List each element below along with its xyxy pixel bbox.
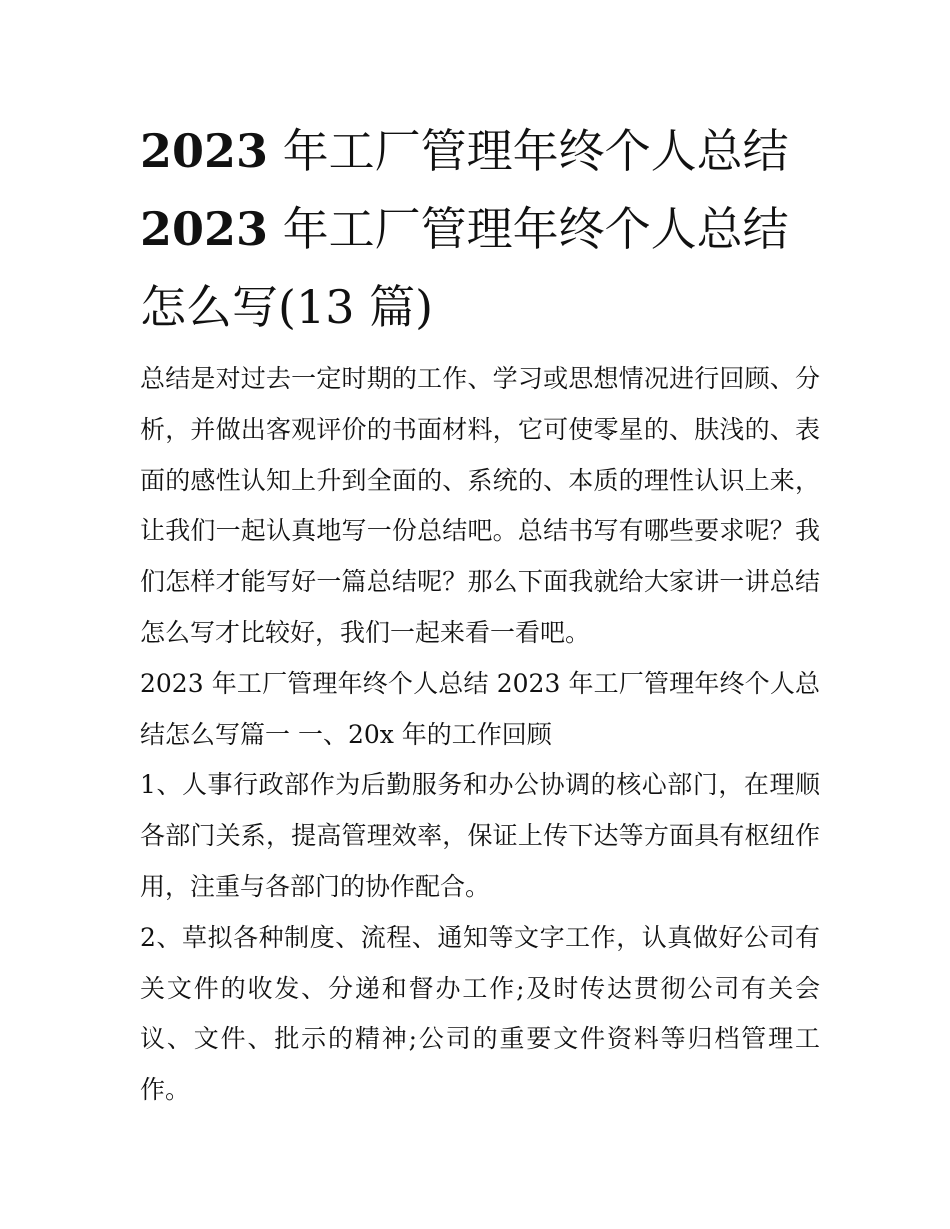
title-year: 2023 [140,202,269,256]
title-line-3: 怎么写(13 篇) [140,280,434,334]
title-line-1 [140,124,789,178]
title-year: 2023 [140,124,269,178]
item-paragraph-1: 1、人事行政部作为后勤服务和办公协调的核心部门，在理顺各部门关系，提高管理效率，保证上传下达等方面具有枢纽作用，注重与各部门的协作配合。 [140,770,820,901]
document-title [140,112,820,346]
item-paragraph-2: 2、草拟各种制度、流程、通知等文字工作，认真做好公司有关文件的收发、分递和督办工作;及时传达贯彻公司有关会议、文件、批示的精神;公司的重要文件资料等归档管理工作。 [140,922,820,1105]
intro-paragraph: 总结是对过去一定时期的工作、学习或思想情况进行回顾、分析，并做出客观评价的书面材料，它可使零星的、肤浅的、表面的感性认知上升到全面的、系统的、本质的理性认识上来，让我们一起认真地写一份总结吧。总结书写有哪些要求呢？我们怎样才能写好一篇总结呢？那么下面我就给大家讲一讲总结怎么写才比较好，我们一起来看一看吧。 [140,364,820,647]
title-text: 年工厂管理年终个人总结 [282,202,789,256]
title-line-2 [140,202,789,256]
document-body [140,354,820,1116]
title-text: 年工厂管理年终个人总结 [282,124,789,178]
section-heading-paragraph: 2023 年工厂管理年终个人总结 2023 年工厂管理年终个人总结怎么写篇一 一、20x 年的工作回顾 [140,668,820,749]
